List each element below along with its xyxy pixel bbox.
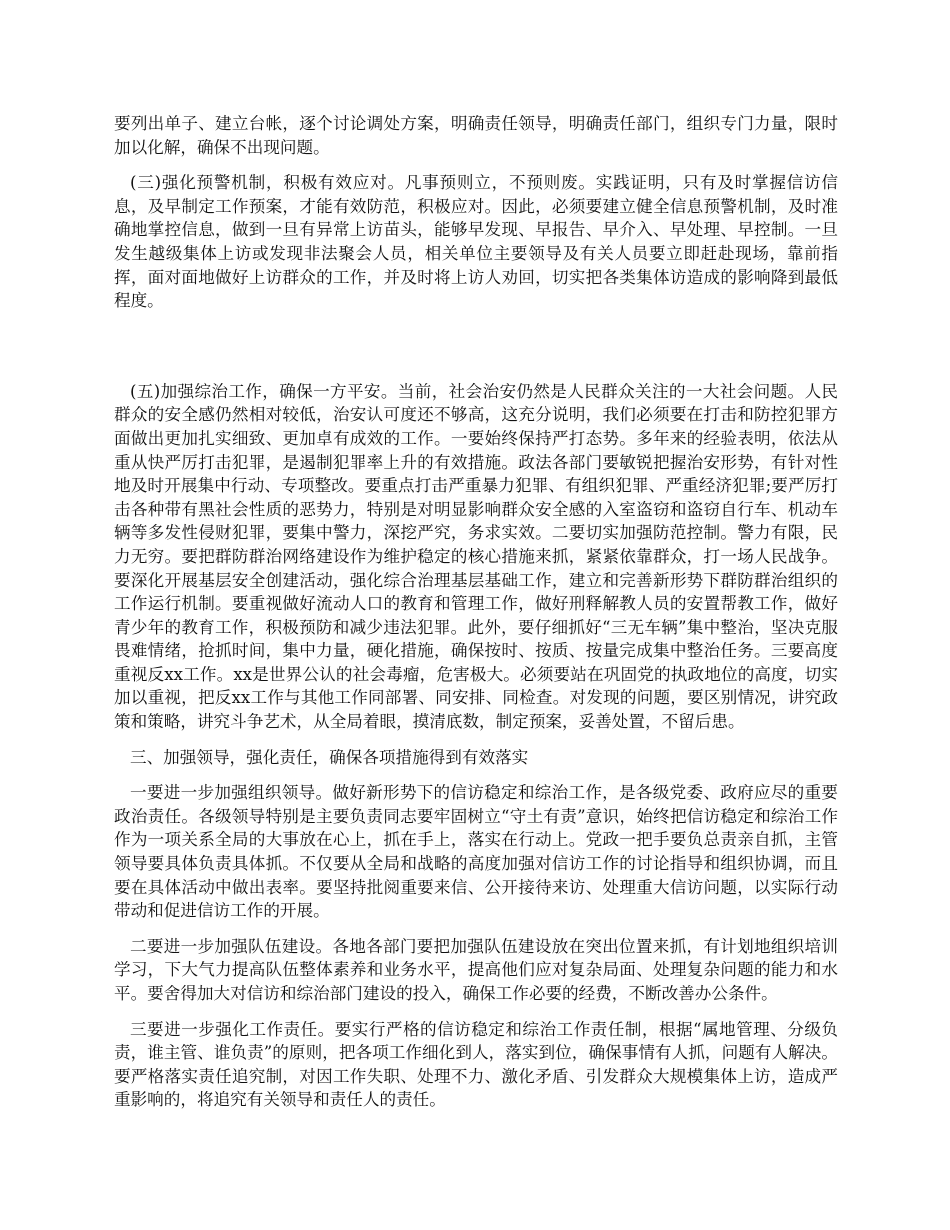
paragraph-continuation: 要列出单子、建立台帐，逐个讨论调处方案，明确责任领导，明确责任部门，组织专门力量，限时加以化解，确保不出现问题。 [114, 114, 838, 157]
paragraph-work-responsibility: 三要进一步强化工作责任。要实行严格的信访稳定和综治工作责任制，根据“属地管理、分级负责，谁主管、谁负责”的原则，把各项工作细化到人，落实到位，确保事情有人抓，问题有人解决。要严格落实责任追究制，对因工作失职、处理不力、激化矛盾、引发群众大规模集体上访，造成严重影响的，将追究有关领导和责任人的责任。 [114, 1019, 838, 1110]
paragraph-team-building: 二要进一步加强队伍建设。各地各部门要把加强队伍建设放在突出位置来抓，有计划地组织培训学习，下大气力提高队伍整体素养和业务水平，提高他们应对复杂局面、处理复杂问题的能力和水平。要舍得加大对信访和综治部门建设的投入，确保工作必要的经费，不断改善办公条件。 [114, 936, 838, 1003]
paragraph-comprehensive-governance: (五)加强综治工作，确保一方平安。当前，社会治安仍然是人民群众关注的一大社会问题。人民群众的安全感仍然相对较低，治安认可度还不够高，这充分说明，我们必须要在打击和防控犯罪方面做出更加扎实细致、更加卓有成效的工作。一要始终保持严打态势。多年来的经验表明，依法从重从快严厉打击犯罪，是遏制犯罪率上升的有效措施。政法各部门要敏锐把握治安形势，有针对性地及时开展集中行动、专项整改。要重点打击严重暴力犯罪、有组织犯罪、严重经济犯罪;要严厉打击各种带有黑社会性质的恶势力，特别是对明显影响群众安全感的入室盗窃和盗窃自行车、机动车辆等多发性侵财犯罪，要集中警力，深挖严究，务求实效。二要切实加强防范控制。警力有限，民力无穷。要把群防群治网络建设作为维护稳定的核心措施来抓，紧紧依靠群众，打一场人民战争。要深化开展基层安全创建活动，强化综合治理基层基础工作，建立和完善新形势下群防群治组织的工作运行机制。要重视做好流动人口的教育和管理工作，做好刑释解教人员的安置帮教工作，做好青少年的教育工作，积极预防和减少违法犯罪。此外，要仔细抓好“三无车辆”集中整治，坚决克服畏难情绪，抢抓时间，集中力量，硬化措施，确保按时、按质、按量完成集中整治任务。三要高度重视反xx工作。xx是世界公认的社会毒瘤，危害极大。必须要站在巩固党的执政地位的高度，切实加以重视，把反xx工作与其他工作同部署、同安排、同检查。对发现的问题，要区别情况，讲究政策和策略，讲究斗争艺术，从全局着眼，摸清底数，制定预案，妥善处置，不留后患。 [114, 381, 838, 732]
section-heading-leadership: 三、加强领导，强化责任，确保各项措施得到有效落实 [130, 747, 529, 767]
paragraph-early-warning: (三)强化预警机制，积极有效应对。凡事预则立，不预则废。实践证明，只有及时掌握信访信息，及早制定工作预案，才能有效防范，积极应对。因此，必须要建立健全信息预警机制，及时准确地掌控信息，做到一旦有异常上访苗头，能够早发现、早报告、早介入、早处理、早控制。一旦发生越级集体上访或发现非法聚会人员，相关单位主要领导及有关人员要立即赶赴现场，靠前指挥，面对面地做好上访群众的工作，并及时将上访人劝回，切实把各类集体访造成的影响降到最低程度。 [114, 173, 838, 311]
paragraph-organization-leadership: 一要进一步加强组织领导。做好新形势下的信访稳定和综治工作，是各级党委、政府应尽的重要政治责任。各级领导特别是主要负责同志要牢固树立“守土有责”意识，始终把信访稳定和综治工作作为一项关系全局的大事放在心上，抓在手上，落实在行动上。党政一把手要负总责亲自抓，主管领导要具体负责具体抓。不仅要从全局和战略的高度加强对信访工作的讨论指导和组织协调，而且要在具体活动中做出表率。要坚持批阅重要来信、公开接待来访、处理重大信访问题，以实际行动带动和促进信访工作的开展。 [114, 783, 838, 921]
document-page [114, 112, 838, 1112]
